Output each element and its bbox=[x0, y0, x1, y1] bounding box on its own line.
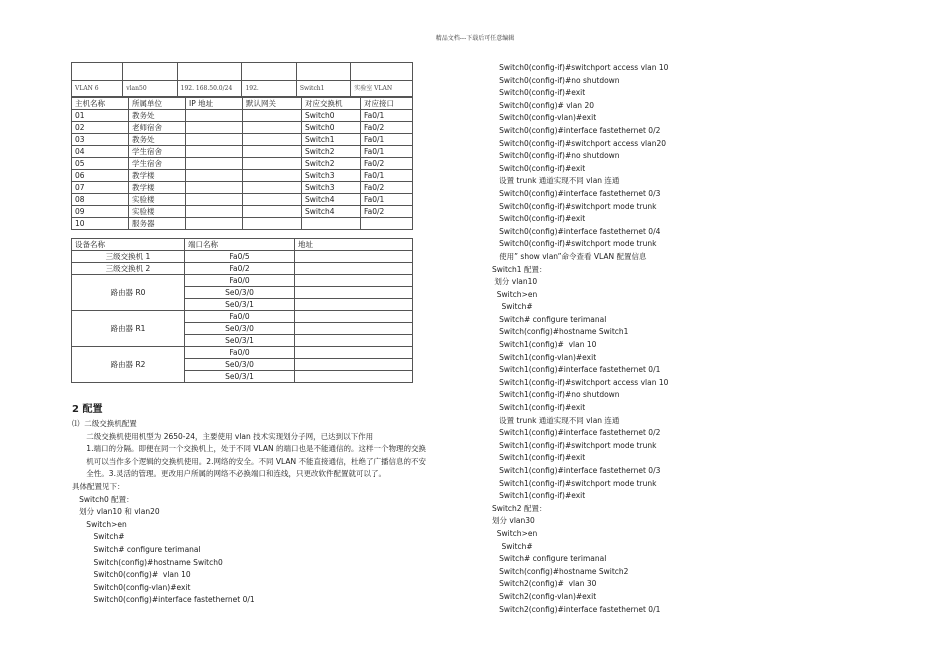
table-row bbox=[72, 146, 413, 158]
table-cell: Fa0/2 bbox=[361, 158, 413, 170]
table-cell bbox=[186, 194, 243, 206]
text-line: Switch(config)#hostname Switch1 bbox=[492, 327, 629, 337]
text-line: Switch1(config-if)#switchport access vlan 10 bbox=[492, 377, 669, 387]
table-cell bbox=[243, 110, 302, 122]
table-cell bbox=[186, 146, 243, 158]
table-cell: 07 bbox=[72, 182, 129, 194]
table-cell: Fa0/1 bbox=[361, 170, 413, 182]
table-row bbox=[72, 263, 413, 275]
table-cell: Switch3 bbox=[302, 182, 361, 194]
text-line: Switch(config)#hostname Switch2 bbox=[492, 566, 629, 576]
text-line: Switch# bbox=[72, 532, 125, 542]
text-line: Switch(config)#hostname Switch0 bbox=[72, 557, 223, 567]
text-line: 机可以当作多个逻辑的交换机使用。2.网络的安全。不同 VLAN 不能直接通信，杜绝了广播信息的不安 bbox=[72, 456, 426, 466]
table-row bbox=[72, 182, 413, 194]
vlan-table-header-row bbox=[72, 63, 413, 81]
device-table bbox=[71, 238, 413, 383]
text-line: 二级交换机使用机型为 2650-24，主要使用 vlan 技术实现划分子网，已达到以下作用 bbox=[72, 431, 374, 441]
vlan-table-row bbox=[72, 81, 413, 97]
table-cell bbox=[186, 170, 243, 182]
table-cell: Fa0/1 bbox=[361, 134, 413, 146]
table-cell: 对应接口 bbox=[361, 98, 413, 110]
table-cell: Switch4 bbox=[302, 206, 361, 218]
header-cell: 设备名称 bbox=[72, 239, 185, 251]
table-row bbox=[72, 347, 413, 359]
text-line: 划分 vlan30 bbox=[492, 516, 535, 526]
table-cell: Switch4 bbox=[302, 194, 361, 206]
table-cell: 教务处 bbox=[129, 110, 186, 122]
table-cell bbox=[186, 110, 243, 122]
table-row bbox=[72, 158, 413, 170]
table-row bbox=[72, 206, 413, 218]
table-cell: 04 bbox=[72, 146, 129, 158]
text-line: 设置 trunk 通道实现不同 vlan 连通 bbox=[492, 415, 620, 425]
text-line: Switch1(config-if)#exit bbox=[492, 453, 586, 463]
text-line: Switch0(config)#interface fastethernet 0/2 bbox=[492, 125, 661, 135]
table-cell: 01 bbox=[72, 110, 129, 122]
vlan-cell: VLAN 6 bbox=[72, 81, 123, 97]
table-cell: Fa0/2 bbox=[361, 206, 413, 218]
table-cell: Fa0/2 bbox=[361, 182, 413, 194]
table-cell: 09 bbox=[72, 206, 129, 218]
table-cell: Switch0 bbox=[302, 110, 361, 122]
text-line: Switch1(config)# vlan 10 bbox=[492, 340, 597, 350]
vlan-cell: 实验室 VLAN bbox=[351, 81, 413, 97]
table-cell bbox=[243, 170, 302, 182]
text-line: 划分 vlan10 和 vlan20 bbox=[72, 507, 160, 517]
text-line: Switch0(config-vlan)#exit bbox=[72, 582, 191, 592]
port-name: Se0/3/1 bbox=[185, 335, 295, 347]
text-line: Switch0(config-if)#no shutdown bbox=[492, 75, 620, 85]
device-table-header bbox=[72, 239, 413, 251]
table-cell bbox=[361, 218, 413, 230]
table-cell: 03 bbox=[72, 134, 129, 146]
text-line: Switch0(config)#interface fastethernet 0/1 bbox=[72, 595, 255, 605]
table-cell: 10 bbox=[72, 218, 129, 230]
table-cell bbox=[186, 134, 243, 146]
text-line: Switch# configure terimanal bbox=[492, 554, 607, 564]
text-line: Switch0(config)#interface fastethernet 0/4 bbox=[492, 226, 661, 236]
table-cell: 学生宿舍 bbox=[129, 146, 186, 158]
table-cell bbox=[186, 158, 243, 170]
table-cell: Switch2 bbox=[302, 158, 361, 170]
text-line: Switch# bbox=[492, 541, 533, 551]
port-name: Fa0/2 bbox=[185, 263, 295, 275]
text-line: Switch0(config)#interface fastethernet 0/3 bbox=[492, 188, 661, 198]
port-name: Se0/3/0 bbox=[185, 287, 295, 299]
table-cell bbox=[243, 218, 302, 230]
device-name: 三级交换机 1 bbox=[72, 251, 185, 263]
vlan-cell: vlan50 bbox=[123, 81, 177, 97]
table-cell bbox=[186, 182, 243, 194]
text-line: Switch>en bbox=[72, 519, 127, 529]
table-cell: 学生宿舍 bbox=[129, 158, 186, 170]
table-cell bbox=[243, 122, 302, 134]
header-cell: 端口名称 bbox=[185, 239, 295, 251]
port-name: Se0/3/0 bbox=[185, 359, 295, 371]
text-line: Switch1(config-if)#no shutdown bbox=[492, 390, 620, 400]
left-column-text bbox=[72, 418, 426, 607]
table-cell: Switch3 bbox=[302, 170, 361, 182]
text-line: 1.端口的分隔。即便在同一个交换机上，处于不同 VLAN 的端口也是不能通信的。这样一个物理的交换 bbox=[72, 444, 426, 454]
right-column-text bbox=[492, 62, 668, 616]
table-cell: 教学楼 bbox=[129, 170, 186, 182]
table-cell: 主机名称 bbox=[72, 98, 129, 110]
text-line: Switch0(config)# vlan 20 bbox=[492, 100, 594, 110]
table-cell: 实验楼 bbox=[129, 194, 186, 206]
vlan-cell: 192. bbox=[242, 81, 296, 97]
table-row bbox=[72, 194, 413, 206]
device-name: 三级交换机 2 bbox=[72, 263, 185, 275]
text-line: Switch0(config-if)#switchport mode trunk bbox=[492, 201, 657, 211]
table-cell: 06 bbox=[72, 170, 129, 182]
table-row bbox=[72, 251, 413, 263]
table-cell: IP 地址 bbox=[186, 98, 243, 110]
table-cell bbox=[186, 206, 243, 218]
table-cell bbox=[243, 158, 302, 170]
table-cell: Fa0/1 bbox=[361, 110, 413, 122]
table-row bbox=[72, 218, 413, 230]
table-cell: Switch0 bbox=[302, 122, 361, 134]
vlan-cell: Switch1 bbox=[296, 81, 350, 97]
table-cell bbox=[186, 122, 243, 134]
text-line: 使用” show vlan”命令查看 VLAN 配置信息 bbox=[492, 251, 647, 261]
text-line: 设置 trunk 通道实现不同 vlan 连通 bbox=[492, 176, 620, 186]
text-line: Switch0(config)# vlan 10 bbox=[72, 570, 191, 580]
text-line: Switch2(config-vlan)#exit bbox=[492, 591, 597, 601]
port-name: Fa0/0 bbox=[185, 347, 295, 359]
table-cell: 02 bbox=[72, 122, 129, 134]
text-line: ⑴ 二级交换机配置 bbox=[72, 419, 137, 428]
text-line: Switch>en bbox=[492, 528, 538, 538]
text-line: Switch0(config-if)#switchport mode trunk bbox=[492, 239, 657, 249]
table-cell: 08 bbox=[72, 194, 129, 206]
table-cell: 服务器 bbox=[129, 218, 186, 230]
text-line: Switch0(config-if)#no shutdown bbox=[492, 151, 620, 161]
table-row bbox=[72, 122, 413, 134]
vlan-cell: 192. 168.50.0/24 bbox=[177, 81, 242, 97]
table-cell: 老师宿舍 bbox=[129, 122, 186, 134]
text-line: Switch2(config)# vlan 30 bbox=[492, 579, 597, 589]
device-name: 路由器 R2 bbox=[72, 347, 185, 383]
port-name: Fa0/5 bbox=[185, 251, 295, 263]
port-name: Se0/3/1 bbox=[185, 371, 295, 383]
table-cell bbox=[243, 206, 302, 218]
text-line: Switch1(config-if)#exit bbox=[492, 491, 586, 501]
table-cell: Switch2 bbox=[302, 146, 361, 158]
table-cell: Switch1 bbox=[302, 134, 361, 146]
text-line: 具体配置见下： bbox=[72, 481, 125, 491]
text-line: Switch1(config)#interface fastethernet 0/1 bbox=[492, 365, 661, 375]
header-cell: 地址 bbox=[295, 239, 413, 251]
table-cell: 对应交换机 bbox=[302, 98, 361, 110]
table-row bbox=[72, 275, 413, 287]
table-cell: 教学楼 bbox=[129, 182, 186, 194]
table-cell bbox=[186, 218, 243, 230]
text-line: Switch2 配置： bbox=[492, 503, 547, 513]
text-line: Switch0(config-if)#exit bbox=[492, 214, 586, 224]
text-line: Switch# configure terimanal bbox=[492, 314, 607, 324]
table-row bbox=[72, 311, 413, 323]
port-name: Se0/3/0 bbox=[185, 323, 295, 335]
table-cell: Fa0/2 bbox=[361, 122, 413, 134]
table-row bbox=[72, 134, 413, 146]
text-line: Switch0(config-if)#switchport access vlan 10 bbox=[492, 63, 669, 72]
text-line: Switch0(config-if)#exit bbox=[492, 88, 586, 98]
text-line: Switch1(config)#interface fastethernet 0/3 bbox=[492, 466, 661, 475]
table-cell: 所属单位 bbox=[129, 98, 186, 110]
vlan-table bbox=[71, 62, 413, 97]
text-line: Switch1(config-if)#exit bbox=[492, 403, 586, 413]
table-row bbox=[72, 110, 413, 122]
text-line: Switch2(config)#interface fastethernet 0/1 bbox=[492, 604, 661, 614]
text-line: Switch0(config-if)#exit bbox=[492, 163, 586, 173]
text-line: Switch1(config)#interface fastethernet 0/2 bbox=[492, 428, 661, 438]
table-row bbox=[72, 170, 413, 182]
text-line: Switch0(config-vlan)#exit bbox=[492, 113, 597, 123]
text-line: Switch1(config-vlan)#exit bbox=[492, 352, 597, 362]
text-line: Switch# bbox=[492, 302, 533, 312]
table-cell: 教务处 bbox=[129, 134, 186, 146]
text-line: Switch# configure terimanal bbox=[72, 544, 201, 554]
host-table bbox=[71, 97, 413, 230]
device-name: 路由器 R1 bbox=[72, 311, 185, 347]
host-table-header bbox=[72, 98, 413, 110]
table-cell bbox=[243, 146, 302, 158]
table-cell: Fa0/1 bbox=[361, 146, 413, 158]
text-line: Switch0 配置： bbox=[72, 494, 134, 504]
port-name: Fa0/0 bbox=[185, 311, 295, 323]
text-line: 划分 vlan10 bbox=[492, 277, 538, 287]
text-line: Switch>en bbox=[492, 289, 538, 299]
page-header: 精品文档---下载后可任意编辑 bbox=[435, 35, 515, 42]
text-line: Switch1 配置： bbox=[492, 264, 547, 274]
table-cell bbox=[243, 182, 302, 194]
text-line: Switch1(config-if)#switchport mode trunk bbox=[492, 478, 657, 488]
table-cell bbox=[243, 134, 302, 146]
text-line: Switch0(config-if)#switchport access vlan20 bbox=[492, 138, 667, 148]
table-cell: 默认网关 bbox=[243, 98, 302, 110]
table-cell: 05 bbox=[72, 158, 129, 170]
table-cell bbox=[302, 218, 361, 230]
port-name: Fa0/0 bbox=[185, 275, 295, 287]
device-name: 路由器 R0 bbox=[72, 275, 185, 311]
table-cell bbox=[243, 194, 302, 206]
port-name: Se0/3/1 bbox=[185, 299, 295, 311]
table-cell: 实验楼 bbox=[129, 206, 186, 218]
text-line: 全性。3.灵活的管理。更改用户所属的网络不必换端口和连线，只更改软件配置就可以了。 bbox=[72, 469, 386, 479]
text-line: Switch1(config-if)#switchport mode trunk bbox=[492, 440, 657, 450]
section-title: 2 配置 bbox=[72, 404, 103, 415]
table-cell: Fa0/1 bbox=[361, 194, 413, 206]
